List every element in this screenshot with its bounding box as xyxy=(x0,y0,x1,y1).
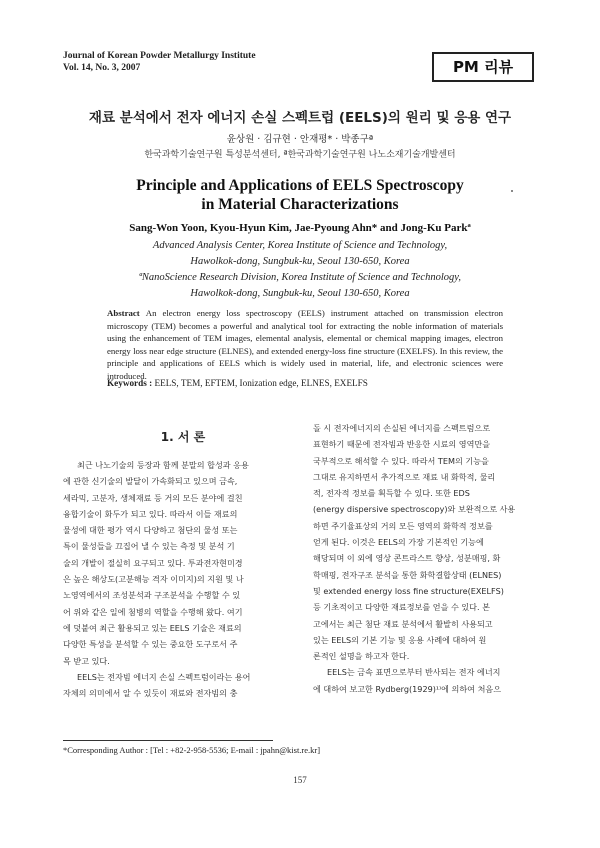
body-text-line: 및 extended energy loss fine structure(EXELFS) xyxy=(313,585,504,596)
speck-mark xyxy=(511,190,513,192)
body-text-line: 적, 전자적 정보를 획득할 수 있다. 또한 EDS xyxy=(313,488,470,499)
body-text-line: 어 위와 같은 일에 첨병의 역할을 수행해 왔다. 여기 xyxy=(63,606,243,617)
body-text-line: 에 덧붙여 최근 활용되고 있는 EELS 기술은 재료의 xyxy=(63,622,242,633)
abstract-label: Abstract xyxy=(107,308,140,318)
body-text-line: 국부적으로 해석할 수 있다. 따라서 TEM의 기능을 xyxy=(313,455,489,466)
keywords-text: EELS, TEM, EFTEM, Ionization edge, ELNES, EXELFS xyxy=(154,378,368,388)
body-text-line: EELS는 전자빔 에너지 손실 스펙트럼이라는 용어 xyxy=(77,671,251,682)
body-text-line: 자체의 의미에서 알 수 있듯이 재료와 전자빔의 충 xyxy=(63,688,238,699)
korean-affiliation: 한국과학기술연구원 특성분석센터, ª한국과학기술연구원 나노소재기술개발센터 xyxy=(144,150,456,160)
english-title-line: in Material Characterizations xyxy=(201,196,399,213)
body-text-line: 융합기술이 화두가 되고 있다. 따라서 이들 재료의 xyxy=(63,508,238,519)
abstract xyxy=(107,307,503,383)
english-affiliation xyxy=(0,238,600,302)
journal-header xyxy=(63,50,256,74)
body-text-line: 얻게 된다. 이것은 EELS의 가장 기본적인 기능에 xyxy=(313,537,484,548)
english-title xyxy=(0,176,600,214)
body-text-line: 세라믹, 고분자, 생체재료 등 거의 모든 분야에 걸친 xyxy=(63,492,243,503)
keywords-label: Keywords : xyxy=(107,378,153,388)
body-text-line: 있는 EELS의 기본 기능 및 응용 사례에 대하여 원 xyxy=(313,634,487,645)
body-text-line: (energy dispersive spectroscopy)와 보완적으로 사용 xyxy=(313,504,516,515)
body-text-line: 돌 시 전자에너지의 손실된 에너지를 스펙트럼으로 xyxy=(313,423,491,433)
corresponding-author-footnote: *Corresponding Author : [Tel : +82-2-958-5536; E-mail : jpahn@kist.re.kr] xyxy=(63,745,321,755)
body-text-line: 등 기초적이고 다양한 재료정보를 얻을 수 있다. 본 xyxy=(313,602,490,613)
body-text-line: 표현하기 때문에 전자빔과 반응한 시료의 영역만을 xyxy=(313,439,491,450)
english-title-line: Principle and Applications of EELS Spectroscopy xyxy=(136,177,464,194)
right-column-body xyxy=(313,420,533,697)
affiliation-line: ªNanoScience Research Division, Korea Institute of Science and Technology, xyxy=(139,272,461,283)
body-text-line: 물성에 대한 평가 역시 다양하고 첨단의 물성 또는 xyxy=(63,525,238,536)
body-text-line: 그대로 유지하면서 추가적으로 재료 내 화학적, 물리 xyxy=(313,471,496,482)
page-number: 157 xyxy=(293,775,307,785)
body-text-line: EELS는 금속 표면으로부터 반사되는 전자 에너지 xyxy=(327,667,501,678)
keywords xyxy=(107,378,503,388)
journal-volume: Vol. 14, No. 3, 2007 xyxy=(63,63,141,73)
korean-authors: 윤상원 · 김규현 · 안재평* · 박종구ª xyxy=(226,134,374,145)
body-text-line: 고에서는 최근 첨단 재료 분석에서 활발히 사용되고 xyxy=(313,618,493,629)
body-text-line: 노영역에서의 조성분석과 구조분석을 수행할 수 있 xyxy=(63,590,241,601)
english-authors: Sang-Won Yoon, Kyou-Hyun Kim, Jae-Pyoung Ahn* and Jong-Ku Parkª xyxy=(129,222,471,234)
body-text-line: 특이 물성들을 끄집어 낼 수 있는 측정 및 분석 기 xyxy=(63,541,235,552)
body-text-line: 에 관한 신기술의 발달이 가속화되고 있으며 금속, xyxy=(63,476,238,487)
korean-title: 재료 분석에서 전자 에너지 손실 스펙트럽 (EELS)의 원리 및 응용 연구 xyxy=(88,110,512,126)
body-text-line: 은 높은 해상도(고분해능 격자 이미지)의 지원 및 나 xyxy=(63,574,244,585)
section-heading-introduction: 1. 서 론 xyxy=(160,430,206,444)
body-text-line: 해당되며 이 외에 영상 콘트라스트 향상, 성분매핑, 화 xyxy=(313,553,501,564)
body-text-line: 하면 주기율표상의 거의 모든 영역의 화학적 정보를 xyxy=(313,520,493,531)
affiliation-line: Hawolkok-dong, Sungbuk-ku, Seoul 130-650, Korea xyxy=(190,256,410,267)
body-text-line: 학매핑, 전자구조 분석을 통한 화학결합상태 (ELNES) xyxy=(313,569,502,580)
affiliation-line: Hawolkok-dong, Sungbuk-ku, Seoul 130-650, Korea xyxy=(190,288,410,299)
review-badge: PM 리뷰 xyxy=(432,52,534,82)
body-text-line: 술의 개발이 절실히 요구되고 있다. 투과전자현미경 xyxy=(63,557,243,568)
journal-name: Journal of Korean Powder Metallurgy Institute xyxy=(63,51,256,61)
body-text-line: 론적인 설명을 하고자 한다. xyxy=(313,651,410,662)
left-column-body xyxy=(63,457,303,701)
affiliation-line: Advanced Analysis Center, Korea Institute of Science and Technology, xyxy=(152,240,448,251)
body-text-line: 다양한 특성을 분석할 수 있는 중요한 도구로서 주 xyxy=(63,639,238,650)
body-text-line: 에 대하여 보고한 Rydberg(1929)¹⁾에 의하여 처음으 xyxy=(313,683,502,694)
abstract-text: An electron energy loss spectroscopy (EELS) instrument attached on transmission electron microscopy (TEM) becomes a powerful and analytical tool for extracting the noble information of materials using the enhancement of TEM images, elemental analysis, elemental or chemical mapping images, electron energy loss near edge structure (ELNES), and extended energy-loss fine structure (EXELFS). In this review, the principle and applications of EELS which is widely used in material, life, and electronic sciences were introduced. xyxy=(107,308,503,381)
footnote-divider xyxy=(63,740,273,741)
body-text-line: 목 받고 있다. xyxy=(63,655,110,666)
body-text-line: 최근 나노기술의 등장과 함께 분말의 합성과 응용 xyxy=(77,460,249,470)
